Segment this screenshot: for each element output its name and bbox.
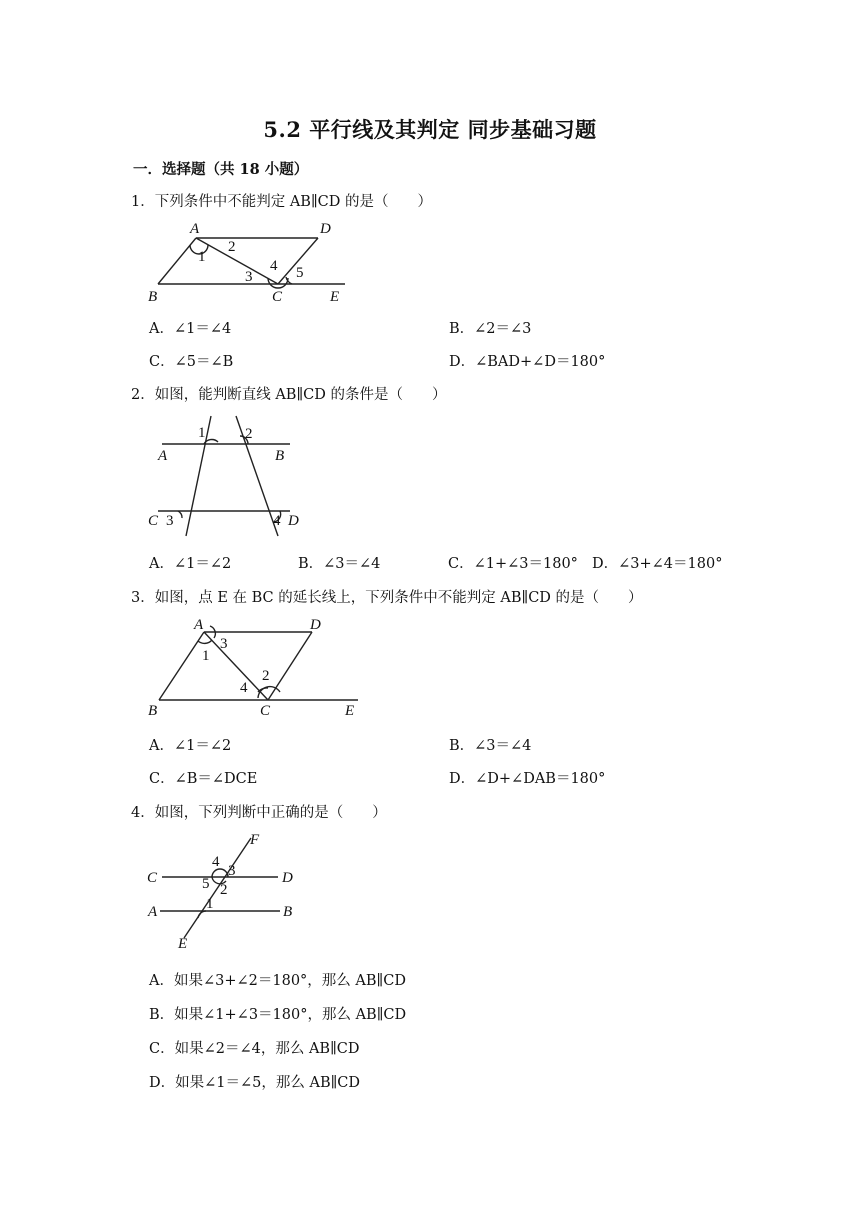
angle-arc-1 <box>198 640 212 643</box>
question-1-option-d: D．∠BAD+∠D＝180° <box>449 354 606 370</box>
question-3-figure <box>140 614 365 720</box>
point-label-b: B <box>148 703 158 719</box>
question-4-figure <box>140 828 310 950</box>
point-label-d: D <box>320 221 331 237</box>
document-title: 5.2 平行线及其判定 同步基础习题 <box>263 117 597 142</box>
angle-label-1: 1 <box>202 648 210 664</box>
angle-label-2: 2 <box>228 239 236 255</box>
question-1-figure <box>140 215 365 310</box>
point-label-d: D <box>288 513 299 529</box>
angle-label-2: 2 <box>262 668 270 684</box>
question-4-option-a: A．如果∠3+∠2＝180°，那么 AB∥CD <box>149 973 406 989</box>
point-label-c: C <box>147 870 158 886</box>
point-label-e: E <box>330 289 340 305</box>
point-label-b: B <box>275 448 285 464</box>
segment-ac <box>196 238 278 284</box>
angle-label-5: 5 <box>202 876 210 892</box>
point-label-c: C <box>260 703 271 719</box>
question-3-stem: 3．如图，点 E 在 BC 的延长线上，下列条件中不能判定 AB∥CD 的是（ ） <box>131 590 643 606</box>
transversal-ef <box>184 838 251 938</box>
angle-label-1: 1 <box>206 896 214 912</box>
segment-ab <box>158 238 196 284</box>
point-label-f: F <box>250 832 260 848</box>
question-3-option-c: C．∠B＝∠DCE <box>149 771 258 787</box>
question-3-option-d: D．∠D+∠DAB＝180° <box>449 771 606 787</box>
segment-ab <box>159 632 204 700</box>
point-label-d: D <box>282 870 293 886</box>
point-label-b: B <box>283 904 293 920</box>
point-label-e: E <box>178 936 188 950</box>
transversal-right <box>236 416 278 536</box>
question-2-option-a: A．∠1＝∠2 <box>149 556 232 572</box>
question-4-option-c: C．如果∠2＝∠4，那么 AB∥CD <box>149 1041 360 1057</box>
segment-ac <box>204 632 268 700</box>
angle-label-3: 3 <box>220 636 228 652</box>
angle-label-1: 1 <box>198 249 206 265</box>
question-3-option-b: B．∠3＝∠4 <box>449 738 532 754</box>
angle-label-5: 5 <box>296 265 304 281</box>
angle-label-4: 4 <box>240 680 248 696</box>
question-4-stem: 4．如图，下列判断中正确的是（ ） <box>131 805 387 821</box>
angle-label-3: 3 <box>228 863 236 879</box>
angle-arc-1 <box>198 911 206 918</box>
angle-label-3: 3 <box>166 513 174 529</box>
segment-cd <box>268 632 312 700</box>
question-4-option-b: B．如果∠1+∠3＝180°，那么 AB∥CD <box>149 1007 407 1023</box>
question-2-stem: 2．如图，能判断直线 AB∥CD 的条件是（ ） <box>131 387 447 403</box>
angle-label-4: 4 <box>270 258 278 274</box>
question-3-option-a: A．∠1＝∠2 <box>149 738 232 754</box>
question-2-option-c: C．∠1+∠3＝180° <box>448 556 578 572</box>
question-1-option-c: C．∠5＝∠B <box>149 354 234 370</box>
section-heading: 一．选择题（共 18 小题） <box>133 161 309 178</box>
point-label-a: A <box>158 448 168 464</box>
angle-label-3: 3 <box>245 269 253 285</box>
angle-label-4: 4 <box>273 513 281 529</box>
angle-arc-3 <box>178 511 182 518</box>
angle-label-2: 2 <box>220 882 228 898</box>
question-1-option-b: B．∠2＝∠3 <box>449 321 532 337</box>
question-1-stem: 1．下列条件中不能判定 AB∥CD 的是（ ） <box>131 194 432 210</box>
point-label-a: A <box>148 904 158 920</box>
point-label-d: D <box>310 617 321 633</box>
point-label-a: A <box>190 221 200 237</box>
question-1-option-a: A．∠1＝∠4 <box>149 321 232 337</box>
angle-label-4: 4 <box>212 854 220 870</box>
point-label-c: C <box>148 513 159 529</box>
point-label-c: C <box>272 289 283 305</box>
question-2-figure <box>140 412 310 538</box>
point-label-a: A <box>194 617 204 633</box>
question-2-option-b: B．∠3＝∠4 <box>298 556 381 572</box>
question-4-option-d: D．如果∠1＝∠5，那么 AB∥CD <box>149 1075 361 1091</box>
point-label-b: B <box>148 289 158 305</box>
angle-label-1: 1 <box>198 425 206 441</box>
point-label-e: E <box>345 703 355 719</box>
angle-label-2: 2 <box>245 426 253 442</box>
question-2-option-d: D．∠3+∠4＝180° <box>592 556 723 572</box>
